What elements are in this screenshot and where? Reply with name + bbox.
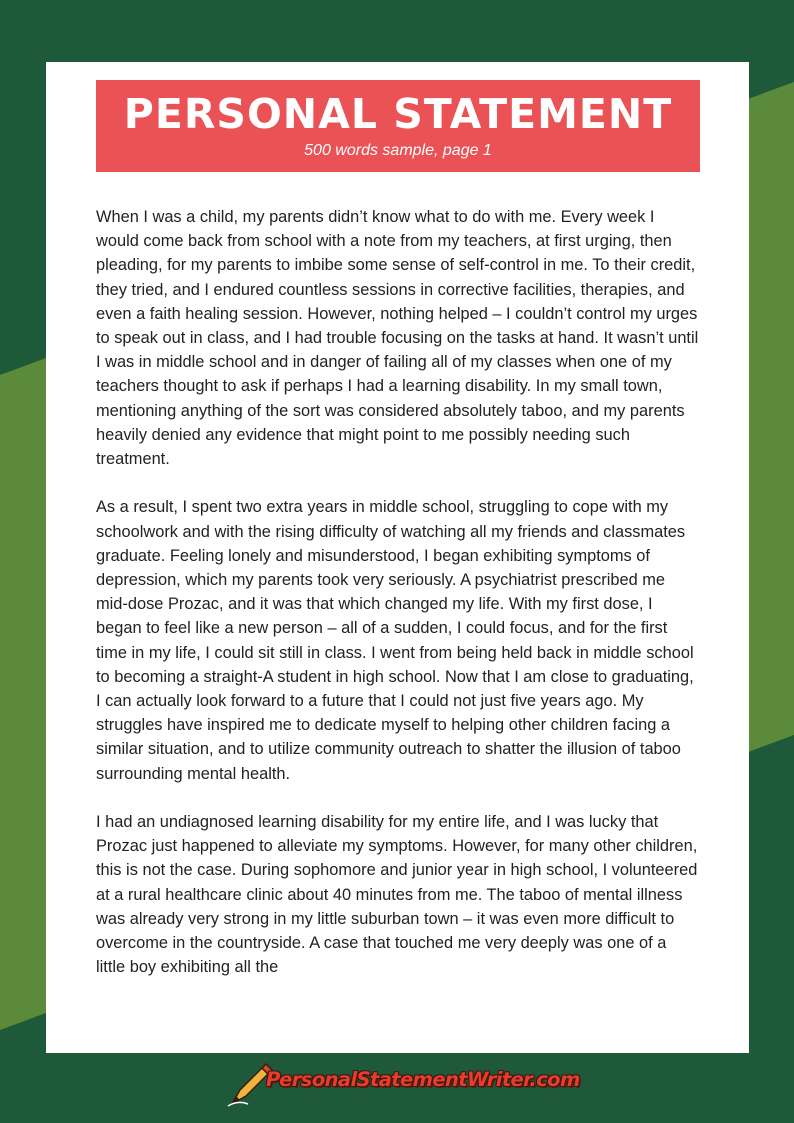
paragraph-2: As a result, I spent two extra years in middle school, struggling to cope with my schoolwork and with the rising difficulty of watching all my friends and classmates graduate. Feeling lonely and misunderstood, I began exhibiting symptoms of depression, which my parents took very seriously. A psychiatrist prescribed me mid-dose Prozac, and it was that which changed my life. With my first dose, I began to feel like a new person – all of a sudden, I could focus, and for the first time in my life, I could sit still in class. I went from being held back in middle school to becoming a straight-A student in high school. Now that I am close to graduating, I can actually look forward to a future that I could not just five years ago. My struggles have inspired me to dedicate myself to helping other children facing a similar situation, and to utilize community outreach to shatter the illusion of taboo surrounding mental health. (96, 498, 694, 783)
footer-logo[interactable] (226, 1060, 580, 1108)
page-subtitle: 500 words sample, page 1 (304, 142, 492, 159)
paragraph-1: When I was a child, my parents didn’t know what to do with me. Every week I would come back from school with a note from my teachers, at first urging, then pleading, for my parents to imbibe some sense of self-control in me. To their credit, they tried, and I endured countless sessions in corrective facilities, therapies, and even a faith healing session. However, nothing helped – I couldn’t control my urges to speak out in class, and I had trouble focusing on the tasks at hand. It wasn’t until I was in middle school and in danger of failing all of my classes when one of my teachers thought to ask if perhaps I had a learning disability. In my small town, mentioning anything of the sort was considered absolutely taboo, and my parents heavily denied any evidence that might point to me possibly needing such treatment. (96, 208, 699, 469)
site-logo-text: PersonalStatementWriter.com (266, 1068, 580, 1091)
header-banner (96, 80, 700, 172)
page-title: PERSONAL STATEMENT (123, 90, 673, 138)
statement-body (96, 205, 700, 1004)
paragraph-3: I had an undiagnosed learning disability for my entire life, and I was lucky that Prozac just happened to alleviate my symptoms. However, for many other children, this is not the case. During sophomore and junior year in high school, I volunteered at a rural healthcare clinic about 40 minutes from me. The taboo of mental illness was already very strong in my little suburban town – it was even more difficult to overcome in the countryside. A case that touched me very deeply was one of a little boy exhibiting all the (96, 813, 698, 977)
